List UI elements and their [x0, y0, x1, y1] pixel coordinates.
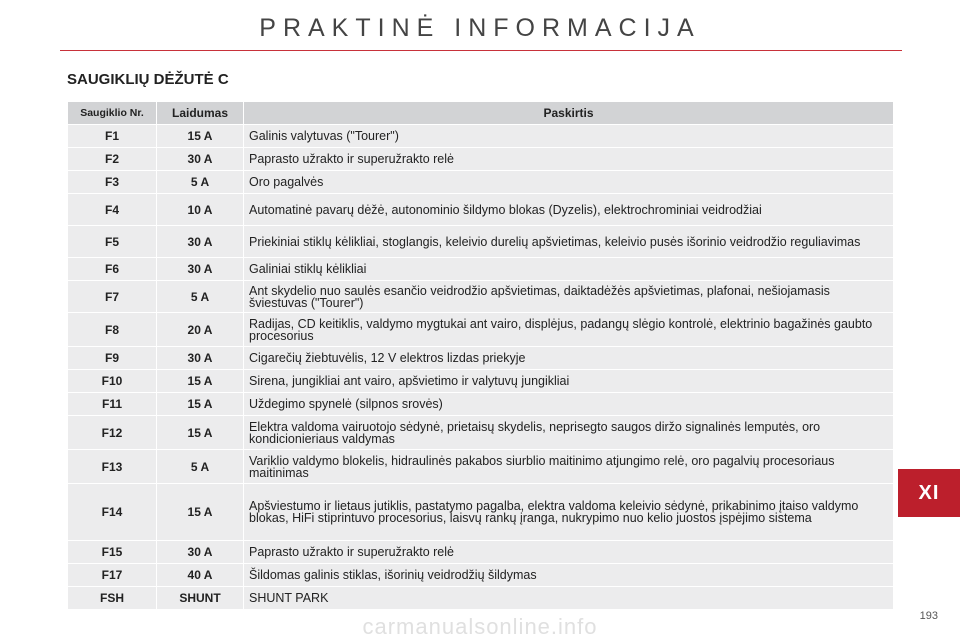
table-row [68, 587, 894, 610]
table-row [68, 484, 894, 541]
fuse-amperage: 5 A [157, 281, 244, 313]
fuse-amperage: 15 A [157, 393, 244, 416]
fuse-amperage: 15 A [157, 370, 244, 393]
table-row [68, 148, 894, 171]
fuse-amperage: 5 A [157, 171, 244, 194]
fuse-amperage: 30 A [157, 226, 244, 258]
fuse-amperage: SHUNT [157, 587, 244, 610]
fuse-number: F4 [68, 194, 157, 226]
fuse-purpose: Apšviestumo ir lietaus jutiklis, pastatymo pagalba, elektra valdoma keleivio sėdynė, prikabinimo įtaiso valdymo blokas, HiFi stiprintuvo procesorius, laisvų rankų įranga, nukrypimo nuo kelio juostos įspėjimo sistema [244, 484, 894, 541]
fuse-amperage: 30 A [157, 541, 244, 564]
table-row [68, 564, 894, 587]
fuse-purpose: Radijas, CD keitiklis, valdymo mygtukai ant vairo, displėjus, padangų slėgio kontrolė, elektrinio bagažinės gaubto procesorius [244, 313, 894, 347]
fuse-amperage: 15 A [157, 484, 244, 541]
fuse-purpose: Paprasto užrakto ir superužrakto relė [244, 148, 894, 171]
page-number: 193 [919, 610, 938, 622]
fuse-purpose: Cigarečių žiebtuvėlis, 12 V elektros lizdas priekyje [244, 347, 894, 370]
fuse-number: F15 [68, 541, 157, 564]
fuse-amperage: 20 A [157, 313, 244, 347]
fuse-purpose: Variklio valdymo blokelis, hidraulinės pakabos siurblio maitinimo atjungimo relė, oro pagalvių procesoriaus maitinimas [244, 450, 894, 484]
table-row [68, 370, 894, 393]
table-row [68, 313, 894, 347]
fuse-amperage: 15 A [157, 416, 244, 450]
fuse-purpose: Priekiniai stiklų kėlikliai, stoglangis, keleivio durelių apšvietimas, keleivio pusės išorinio veidrodžio reguliavimas [244, 226, 894, 258]
fuse-amperage: 5 A [157, 450, 244, 484]
fuse-purpose: Paprasto užrakto ir superužrakto relė [244, 541, 894, 564]
fuse-purpose: Galinis valytuvas ("Tourer") [244, 125, 894, 148]
fuse-number: F12 [68, 416, 157, 450]
fuse-number: F7 [68, 281, 157, 313]
fuse-number: F13 [68, 450, 157, 484]
fuse-number: F11 [68, 393, 157, 416]
fuse-number: F14 [68, 484, 157, 541]
table-row [68, 347, 894, 370]
fuse-number: F2 [68, 148, 157, 171]
table-row [68, 450, 894, 484]
fuse-number: F9 [68, 347, 157, 370]
table-row [68, 541, 894, 564]
fuse-purpose: Oro pagalvės [244, 171, 894, 194]
fuse-purpose: Ant skydelio nuo saulės esančio veidrodžio apšvietimas, daiktadėžės apšvietimas, plafonai, nešiojamasis šviestuvas ("Tourer") [244, 281, 894, 313]
column-header-fuse-number: Saugiklio Nr. [68, 102, 157, 125]
fuse-number: F10 [68, 370, 157, 393]
chapter-tab: XI [898, 469, 960, 517]
fuse-purpose: Uždegimo spynelė (silpnos srovės) [244, 393, 894, 416]
title-divider [60, 50, 902, 51]
fuse-amperage: 30 A [157, 347, 244, 370]
fuse-number: F17 [68, 564, 157, 587]
fuse-purpose: SHUNT PARK [244, 587, 894, 610]
table-row [68, 194, 894, 226]
table-row [68, 258, 894, 281]
fuse-amperage: 30 A [157, 258, 244, 281]
fuse-purpose: Elektra valdoma vairuotojo sėdynė, prietaisų skydelis, neprisegto saugos diržo signalinės lemputės, oro kondicionieriaus valdymas [244, 416, 894, 450]
fuse-purpose: Sirena, jungikliai ant vairo, apšvietimo ir valytuvų jungikliai [244, 370, 894, 393]
fuse-purpose: Automatinė pavarų dėžė, autonominio šildymo blokas (Dyzelis), elektrochrominiai veidrodžiai [244, 194, 894, 226]
table-header-row [68, 102, 894, 125]
fuse-purpose: Galiniai stiklų kėlikliai [244, 258, 894, 281]
table-row [68, 281, 894, 313]
table-row [68, 125, 894, 148]
fuse-number: F5 [68, 226, 157, 258]
column-header-purpose: Paskirtis [244, 102, 894, 125]
fuse-table [67, 101, 894, 610]
table-row [68, 416, 894, 450]
fuse-amperage: 10 A [157, 194, 244, 226]
column-header-amperage: Laidumas [157, 102, 244, 125]
table-row [68, 393, 894, 416]
fuse-number: F3 [68, 171, 157, 194]
fuse-purpose: Šildomas galinis stiklas, išorinių veidrodžių šildymas [244, 564, 894, 587]
fuse-amperage: 15 A [157, 125, 244, 148]
fuse-amperage: 40 A [157, 564, 244, 587]
fuse-number: F1 [68, 125, 157, 148]
table-row [68, 171, 894, 194]
table-row [68, 226, 894, 258]
fuse-number: FSH [68, 587, 157, 610]
fuse-number: F6 [68, 258, 157, 281]
section-title: SAUGIKLIŲ DĖŽUTĖ C [67, 71, 229, 88]
fuse-amperage: 30 A [157, 148, 244, 171]
page-title: PRAKTINĖ INFORMACIJA [259, 14, 701, 42]
fuse-number: F8 [68, 313, 157, 347]
watermark: carmanualsonline.info [362, 614, 598, 639]
